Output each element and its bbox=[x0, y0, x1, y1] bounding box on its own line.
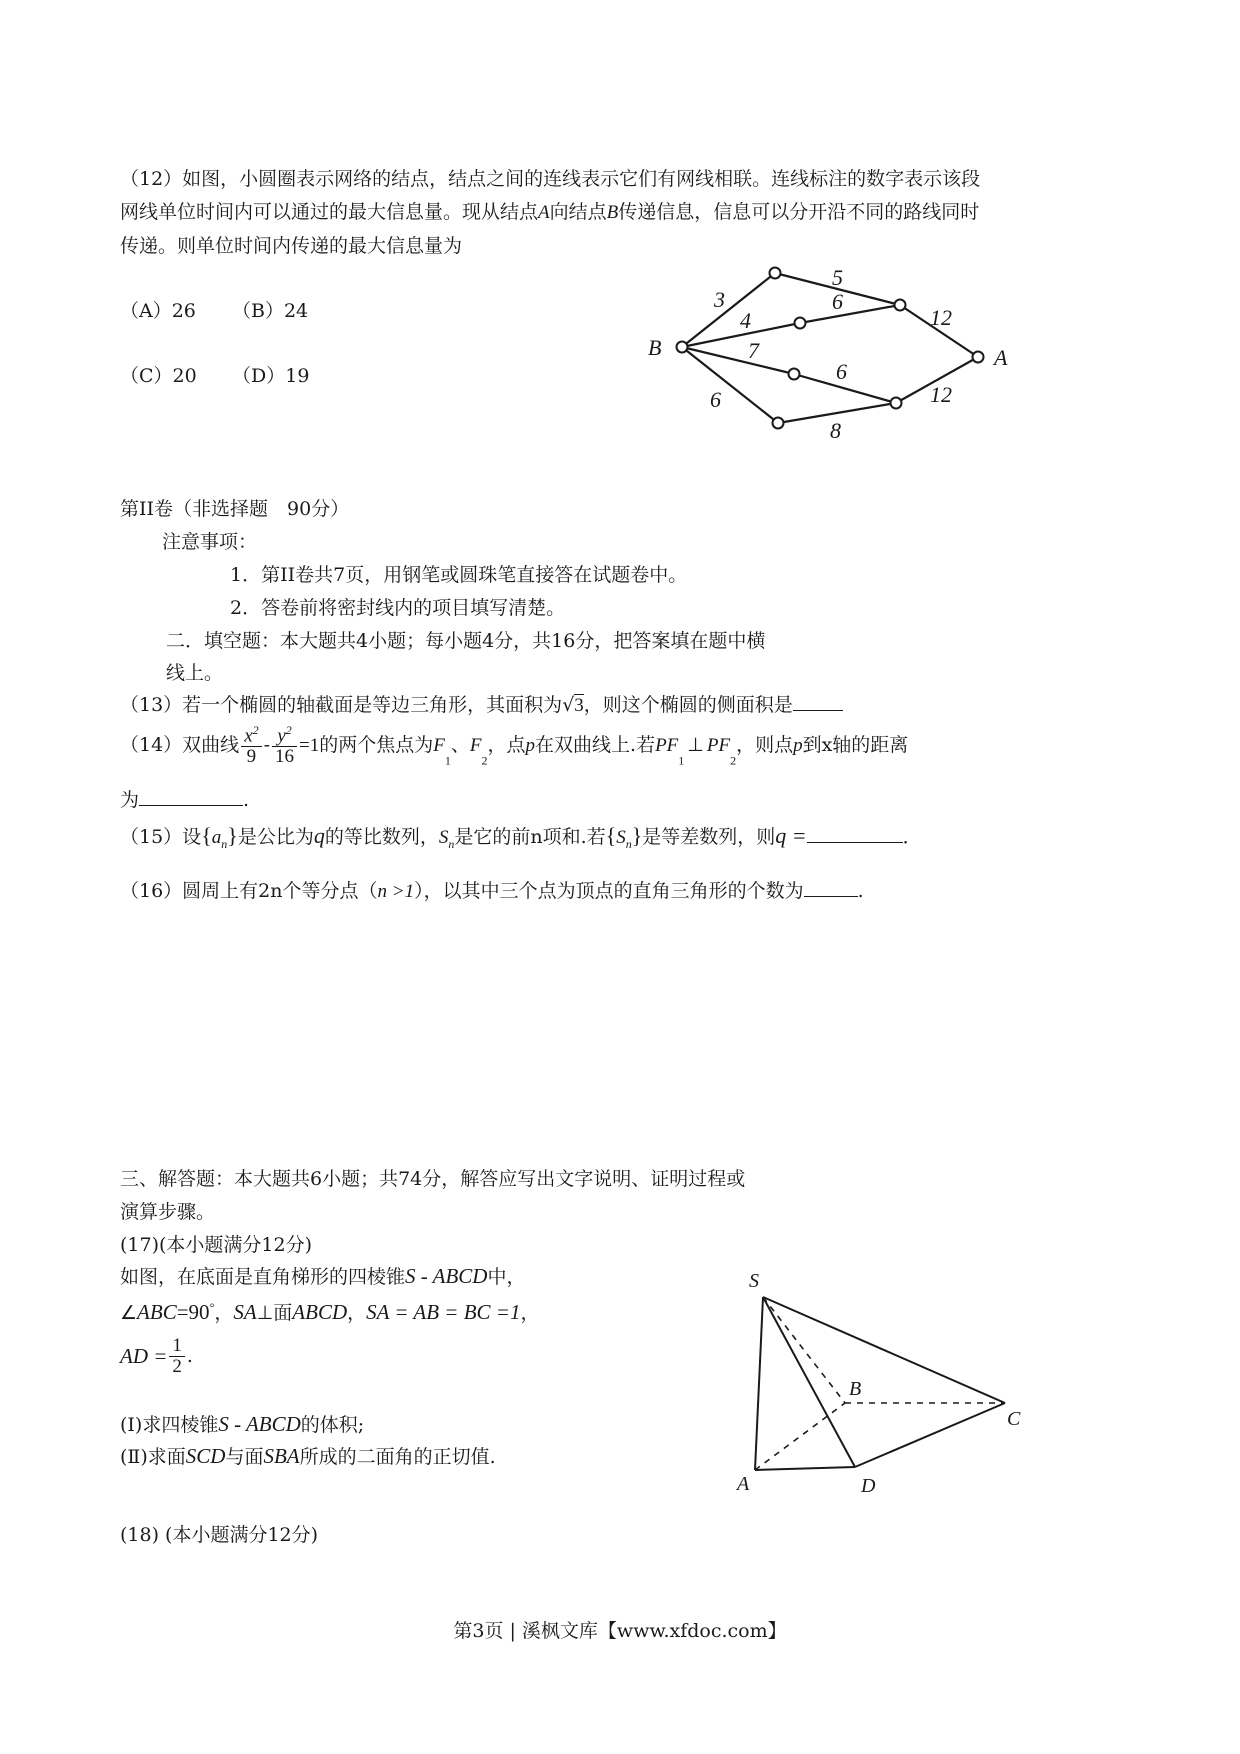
pyramid-figure bbox=[735, 1265, 1035, 1505]
node-a-ref: A bbox=[538, 202, 550, 223]
edge-weight: 6 bbox=[710, 387, 721, 412]
sqrt-radicand: 3 bbox=[574, 695, 584, 716]
option-b: （B）24 bbox=[232, 300, 309, 322]
q12-line3: 传递。则单位时间内传递的最大信息量为 bbox=[120, 235, 463, 257]
page-footer: 第3页 | 溪枫文库【www.xfdoc.com】 bbox=[453, 1620, 787, 1642]
node-top bbox=[770, 268, 781, 279]
node-lower-right bbox=[891, 398, 902, 409]
edge-weight: 3 bbox=[714, 287, 725, 312]
fill-section-line2: 线上。 bbox=[166, 662, 224, 684]
q12-line1: （12）如图，小圆圈表示网络的结点，结点之间的连线表示它们有网线相联。连线标注的数字表示该段 bbox=[120, 168, 981, 190]
option-d: （D）19 bbox=[232, 365, 310, 387]
part3-line1: 三、解答题：本大题共6小题；共74分，解答应写出文字说明、证明过程或 bbox=[120, 1168, 746, 1190]
edge-weight: 8 bbox=[830, 418, 841, 443]
q15: （15）设$\{a_n\}$是公比为q的等比数列，$S_n$是它的前n项和.若$\{S_n\}$是等差数列，则q = ． bbox=[120, 823, 922, 851]
fraction-y2-over-16: $\frac{y^2}{16}$ bbox=[272, 724, 297, 767]
q17-heading: (17)(本小题满分12分) bbox=[120, 1234, 313, 1256]
fraction-x2-over-9: $\frac{x^2}{9}$ bbox=[241, 724, 261, 767]
edge-weight: 4 bbox=[740, 308, 751, 333]
edge-weight: 7 bbox=[748, 338, 759, 363]
node-b-ref: B bbox=[606, 202, 619, 223]
graph-label-b: B bbox=[648, 335, 662, 360]
notice-item-2: 2．答卷前将密封线内的项目填写清楚。 bbox=[230, 597, 566, 619]
q17-line1: 如图，在底面是直角梯形的四棱锥S - ABCD中， bbox=[120, 1264, 526, 1288]
q14-line2: 为 . bbox=[120, 789, 250, 811]
q14-answer-blank[interactable] bbox=[139, 804, 243, 806]
node-upper-mid bbox=[795, 318, 806, 329]
option-a: （A）26 bbox=[120, 300, 196, 322]
graph-label-a: A bbox=[994, 345, 1008, 370]
notice-heading: 注意事项： bbox=[162, 531, 258, 553]
edge-weight: 12 bbox=[930, 382, 952, 407]
vertex-label-b: B bbox=[849, 1378, 862, 1400]
q13: （13）若一个椭圆的轴截面是等边三角形，其面积为√3，则这个椭圆的侧面积是 bbox=[120, 690, 843, 717]
edge-weight: 12 bbox=[930, 305, 952, 330]
notice-item-1: 1．第II卷共7页，用钢笔或圆珠笔直接答在试题卷中。 bbox=[230, 564, 688, 586]
node-b bbox=[677, 342, 688, 353]
q17-line2: ∠ABC=90°，SA⊥面ABCD，SA = AB = BC =1， bbox=[120, 1300, 540, 1324]
fraction-one-half: $\frac{1}{2}$ bbox=[169, 1336, 185, 1377]
q16-answer-blank[interactable] bbox=[804, 895, 858, 897]
q18-heading: (18) (本小题满分12分) bbox=[120, 1524, 319, 1546]
edge-weight: 6 bbox=[836, 359, 847, 384]
node-upper-right bbox=[895, 300, 906, 311]
fill-section-line1: 二．填空题：本大题共4小题；每小题4分，共16分，把答案填在题中横 bbox=[166, 630, 766, 652]
node-lower-mid bbox=[789, 369, 800, 380]
q12-line2: 网线单位时间内可以通过的最大信息量。现从结点A向结点B传递信息，信息可以分开沿不同的路线同时 bbox=[120, 201, 980, 223]
edge-weight: 6 bbox=[832, 289, 843, 314]
q15-answer-blank[interactable] bbox=[807, 841, 903, 843]
part3-line2: 演算步骤。 bbox=[120, 1201, 216, 1223]
q16: （16）圆周上有2n个等分点（n >1），以其中三个点为顶点的直角三角形的个数为 . bbox=[120, 880, 864, 902]
sqrt-symbol: √ bbox=[562, 694, 575, 716]
q17-part1: (Ⅰ)求四棱锥S - ABCD的体积; bbox=[120, 1412, 365, 1436]
q14-line1: （14）双曲线 $\frac{x^2}{9}$ - $\frac{y^2}{16}$ =1的两个焦点为$F_1$、$F_2$，点p在双曲线上.若$PF_1\perp$ $PF_2$，则点p到x轴的距离 bbox=[120, 723, 909, 768]
vertex-label-a: A bbox=[737, 1473, 750, 1495]
option-c: （C）20 bbox=[120, 365, 197, 387]
q17-part2: (Ⅱ)求面SCD与面SBA所成的二面角的正切值. bbox=[120, 1444, 496, 1468]
node-a bbox=[973, 352, 984, 363]
vertex-label-c: C bbox=[1007, 1408, 1021, 1430]
vertex-label-d: D bbox=[861, 1475, 876, 1497]
vertex-label-s: S bbox=[749, 1270, 759, 1292]
node-bottom bbox=[773, 418, 784, 429]
network-graph bbox=[630, 255, 1030, 455]
q13-answer-blank[interactable] bbox=[793, 709, 843, 711]
q17-line3: AD = $\frac{1}{2}$ . bbox=[120, 1335, 193, 1377]
part2-title: 第II卷（非选择题 90分） bbox=[120, 498, 350, 520]
edge-weight: 5 bbox=[832, 265, 843, 290]
